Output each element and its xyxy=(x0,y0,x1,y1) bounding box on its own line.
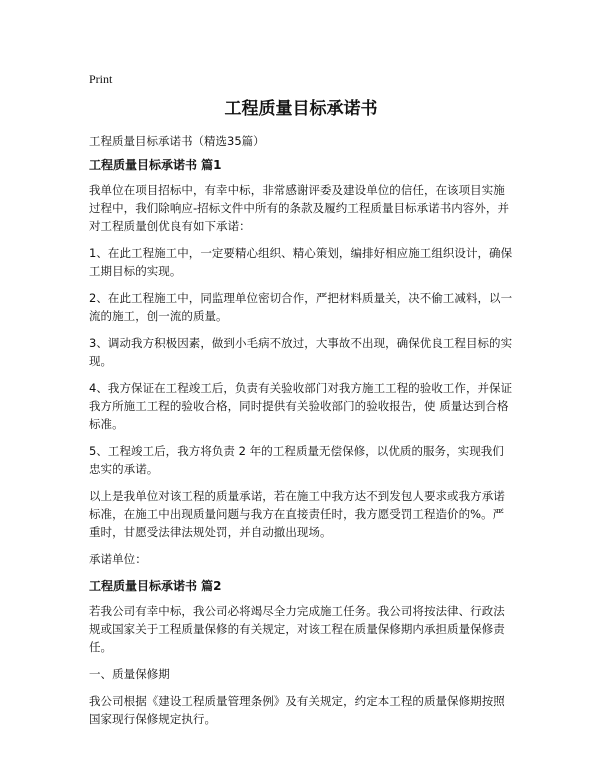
paragraph: 一、质量保修期 xyxy=(89,667,170,681)
paragraph: 1、在此工程施工中，一定要精心组织、精心策划，编排好相应施工组织设计，确保工期目标的实现。 xyxy=(89,246,513,278)
section-1 xyxy=(89,156,513,568)
paragraph: 5、工程竣工后，我方将负责 2 年的工程质量无偿保修，以优质的服务，实现我们忠实的承诺。 xyxy=(89,444,504,476)
paragraph: 以上是我单位对该工程的质量承诺，若在施工中我方达不到发包人要求或我方承诺标准，在施工中出现质量问题与我方在直接责任时，我方愿受罚工程造价的%。严重时，甘愿受法律法规处罚，并自动撤出现场。 xyxy=(89,489,505,539)
section-heading: 工程质量目标承诺书 篇1 xyxy=(89,158,222,172)
paragraph: 承诺单位： xyxy=(89,552,147,566)
paragraph: 4、我方保证在工程竣工后，负责有关验收部门对我方施工工程的验收工作，并保证我方所施工工程的验收合格，同时提供有关验收部门的验收报告，使 质量达到合格标准。 xyxy=(89,381,513,431)
paragraph: 2、在此工程施工中，同监理单位密切合作，严把材料质量关，决不偷工减料，以一流的施工，创一流的质量。 xyxy=(89,291,513,323)
paragraph: 我单位在项目招标中，有幸中标，非常感谢评委及建设单位的信任，在该项目实施过程中，我们除响应-招标文件中所有的条款及履约工程质量目标承诺书内容外，并对工程质量创优良有如下承诺： xyxy=(89,183,509,233)
paragraph: 3、调动我方积极因素，做到小毛病不放过，大事故不出现，确保优良工程目标的实现。 xyxy=(89,336,513,368)
document-title: 工程质量目标承诺书 xyxy=(224,99,378,119)
section-2 xyxy=(89,577,513,728)
document-body xyxy=(89,132,513,737)
print-link[interactable]: Print xyxy=(89,72,113,86)
paragraph: 若我公司有幸中标，我公司必将竭尽全力完成施工任务。我公司将按法律、行政法规或国家关于工程质量保修的有关规定，对该工程在质量保修期内承担质量保修责任。 xyxy=(89,604,505,654)
paragraph: 我公司根据《建设工程质量管理条例》及有关规定，约定本工程的质量保修期按照国家现行保修规定执行。 xyxy=(89,694,505,726)
section-heading: 工程质量目标承诺书 篇2 xyxy=(89,579,222,593)
document-subtitle: 工程质量目标承诺书（精选35篇） xyxy=(89,134,265,148)
